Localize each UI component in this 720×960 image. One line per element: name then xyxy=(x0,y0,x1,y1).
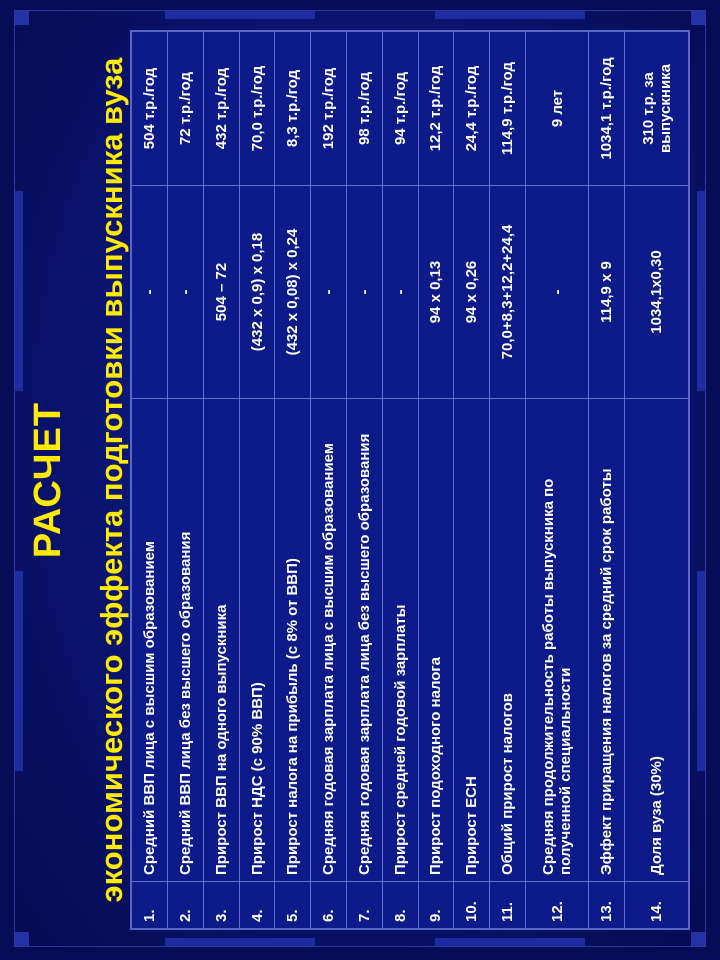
row-name: Прирост средней годовой зарплаты xyxy=(382,399,418,882)
table-row xyxy=(382,31,418,929)
rotated-slide xyxy=(8,10,718,950)
row-number: 5. xyxy=(275,882,311,930)
table-row xyxy=(239,31,275,929)
row-number: 7. xyxy=(347,882,383,930)
row-name: Прирост подоходного налога xyxy=(418,399,454,882)
row-formula: - xyxy=(168,186,204,399)
row-result: 94 т.р./год xyxy=(382,31,418,186)
row-number: 12. xyxy=(525,882,588,930)
row-name: Средний ВВП лица без высшего образования xyxy=(168,399,204,882)
row-number: 11. xyxy=(490,882,526,930)
row-result: 9 лет xyxy=(525,31,588,186)
row-result: 72 т.р./год xyxy=(168,31,204,186)
row-name: Прирост ЕСН xyxy=(454,399,490,882)
row-result: 8,3 т.р./год xyxy=(275,31,311,186)
row-number: 1. xyxy=(131,882,168,930)
page-title: РАСЧЕТ xyxy=(27,401,69,559)
table-row xyxy=(454,31,490,929)
row-number: 4. xyxy=(239,882,275,930)
row-formula: 94 х 0,13 xyxy=(418,186,454,399)
table-row xyxy=(203,31,239,929)
row-number: 6. xyxy=(311,882,347,930)
row-name: Средняя продолжительность работы выпускника по полученной специальности xyxy=(525,399,588,882)
row-formula: 70,0+8,3+12,2+24,4 xyxy=(490,186,526,399)
table-row xyxy=(168,31,204,929)
table-row xyxy=(625,31,689,929)
row-result: 432 т.р./год xyxy=(203,31,239,186)
row-formula: 504 – 72 xyxy=(203,186,239,399)
row-result: 504 т.р./год xyxy=(131,31,168,186)
row-number: 8. xyxy=(382,882,418,930)
table-row xyxy=(311,31,347,929)
row-name: Прирост ВВП на одного выпускника xyxy=(203,399,239,882)
row-result: 98 т.р./год xyxy=(347,31,383,186)
row-result: 114,9 т.р./год xyxy=(490,31,526,186)
page-subtitle: экономического эффекта подготовки выпускника вуза xyxy=(94,57,129,903)
table-row xyxy=(418,31,454,929)
row-result: 192 т.р./год xyxy=(311,31,347,186)
table-row xyxy=(131,31,168,929)
row-name: Средняя годовая зарплата лица без высшего образования xyxy=(347,399,383,882)
row-number: 10. xyxy=(454,882,490,930)
row-name: Средний ВВП лица с высшим образованием xyxy=(131,399,168,882)
calculation-table-body xyxy=(131,31,689,929)
row-name: Прирост НДС (с 90% ВВП) xyxy=(239,399,275,882)
row-result: 24,4 т.р./год xyxy=(454,31,490,186)
row-number: 14. xyxy=(625,882,689,930)
row-number: 3. xyxy=(203,882,239,930)
row-formula: - xyxy=(131,186,168,399)
row-result: 310 т.р. за выпускника xyxy=(625,31,689,186)
table-row xyxy=(589,31,625,929)
row-number: 9. xyxy=(418,882,454,930)
row-result: 70,0 т.р./год xyxy=(239,31,275,186)
row-result: 12,2 т.р./год xyxy=(418,31,454,186)
table-row xyxy=(347,31,383,929)
row-formula: 1034,1х0,30 xyxy=(625,186,689,399)
table-row xyxy=(275,31,311,929)
table-row xyxy=(490,31,526,929)
row-formula: (432 х 0,08) х 0,24 xyxy=(275,186,311,399)
row-formula: 114,9 х 9 xyxy=(589,186,625,399)
row-formula: 94 х 0,26 xyxy=(454,186,490,399)
row-name: Доля вуза (30%) xyxy=(625,399,689,882)
row-formula: - xyxy=(311,186,347,399)
table-row xyxy=(525,31,588,929)
row-formula: - xyxy=(347,186,383,399)
row-result: 1034,1 т.р./год xyxy=(589,31,625,186)
row-formula: - xyxy=(382,186,418,399)
row-formula: (432 х 0,9) х 0,18 xyxy=(239,186,275,399)
row-name: Средняя годовая зарплата лица с высшим образованием xyxy=(311,399,347,882)
calculation-table xyxy=(130,30,690,930)
row-name: Эффект приращения налогов за средний срок работы xyxy=(589,399,625,882)
row-name: Прирост налога на прибыль (с 8% от ВВП) xyxy=(275,399,311,882)
row-number: 2. xyxy=(168,882,204,930)
title-block xyxy=(26,30,141,930)
row-name: Общий прирост налогов xyxy=(490,399,526,882)
row-number: 13. xyxy=(589,882,625,930)
row-formula: - xyxy=(525,186,588,399)
